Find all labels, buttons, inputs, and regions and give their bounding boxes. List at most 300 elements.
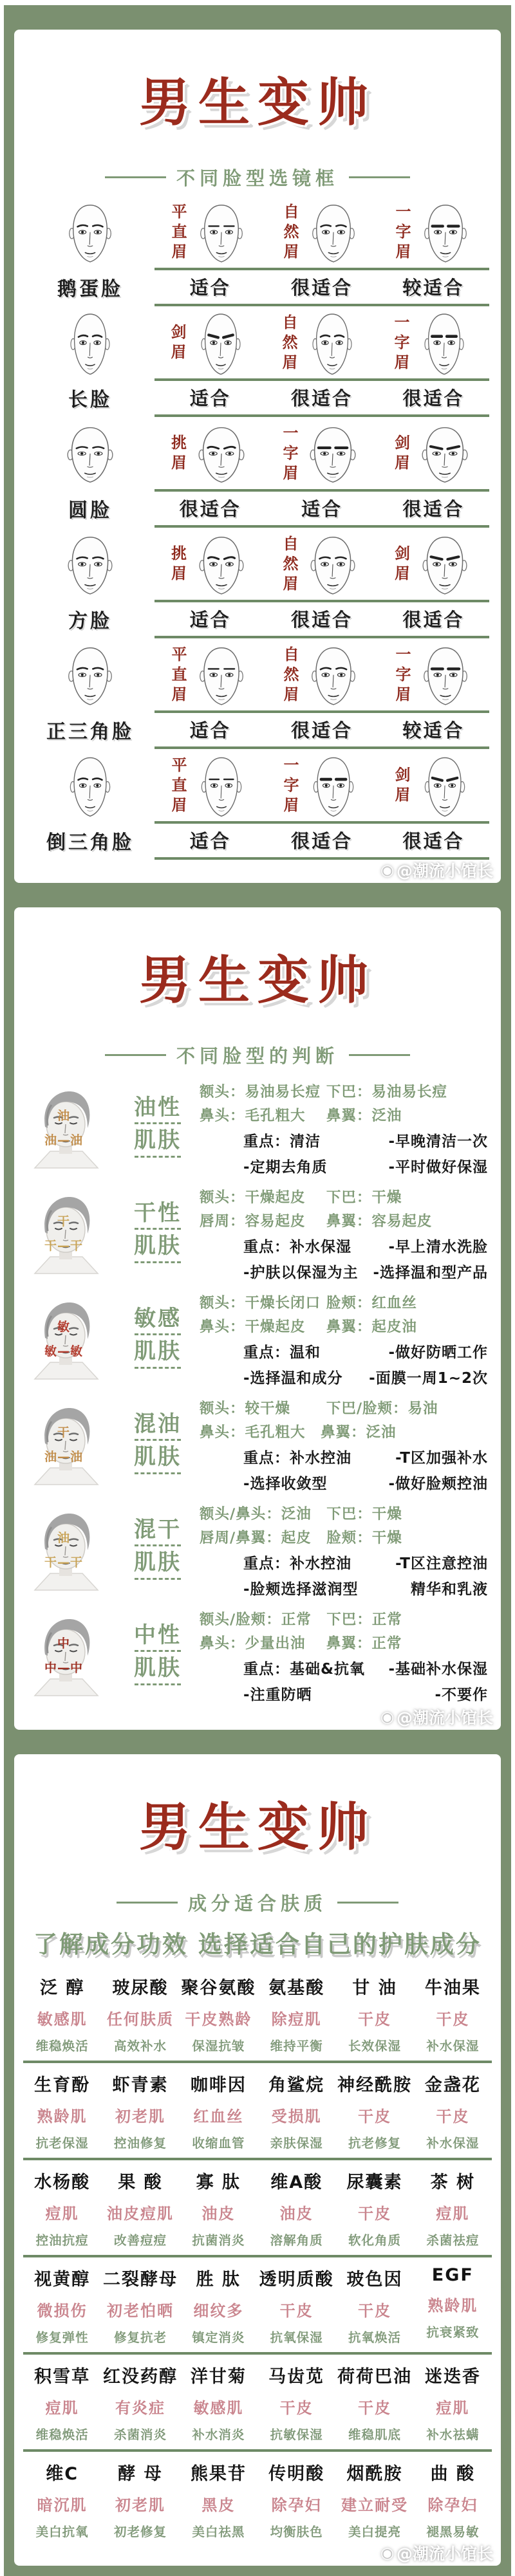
skin-focus: 重点：清洁 — [243, 1133, 321, 1151]
skin-focus: 重点：基础&抗氧 — [243, 1661, 366, 1678]
ingredient-name: 咖啡因 — [190, 2075, 247, 2095]
squiggle-underline — [135, 1578, 181, 1580]
face-illustration-natural — [61, 201, 120, 265]
ingredient-skin-type: 初老肌 — [115, 2107, 165, 2126]
skin-type-details — [196, 1077, 492, 1176]
skin-focus-line — [243, 1129, 492, 1151]
brow-type-label: 自然眉 — [281, 203, 299, 263]
ingredient-function: 抗菌消炎 — [192, 2232, 245, 2248]
panel2-title: 男生变帅 — [139, 950, 376, 1010]
ingredient-cell — [180, 2265, 258, 2346]
ingredient-cell — [335, 2265, 413, 2346]
brow-type-label: 平直眉 — [169, 203, 187, 263]
rating-band — [154, 600, 489, 638]
ingredient-function: 控油修复 — [113, 2135, 167, 2151]
skin-focus: 重点：补水保湿 — [243, 1239, 351, 1256]
skin-focus-line — [243, 1340, 492, 1362]
skin-type-details — [196, 1288, 492, 1387]
face-illustration-natural — [303, 533, 362, 597]
ingredient-function: 补水保湿 — [426, 2135, 480, 2151]
ingredient-skin-type: 敏感肌 — [193, 2398, 244, 2417]
ingredient-cell — [335, 1974, 413, 2054]
rating-label: 很适合 — [290, 830, 353, 853]
brow-type-label: 自然眉 — [280, 535, 298, 595]
ingredient-name: 荷荷巴油 — [337, 2366, 412, 2387]
ingredient-cell — [335, 2168, 413, 2248]
skin-point: -定期去角质 — [243, 1159, 328, 1176]
squiggle-underline — [135, 1367, 181, 1369]
ingredient-name: 曲 酸 — [430, 2463, 476, 2484]
face-illustration-sword — [191, 311, 250, 376]
skin-point: -平时做好保湿 — [388, 1159, 488, 1176]
skin-info-line: 额头/鼻头：泛油 下巴：干燥 — [200, 1506, 402, 1523]
ingredient-cell — [414, 2071, 492, 2151]
ingredient-name: 玻色因 — [346, 2269, 403, 2290]
squiggle-underline — [135, 1439, 181, 1441]
ingredient-row — [23, 2257, 492, 2355]
skin-type-label — [120, 1200, 196, 1266]
ingredient-cell — [335, 2071, 413, 2151]
ingredient-cell — [23, 2362, 101, 2443]
brow-type-label: 剑眉 — [391, 434, 410, 475]
rating-band — [154, 268, 489, 306]
skin-type-name-bottom: 肌肤 — [134, 1655, 182, 1682]
ingredient-function: 溶解角质 — [270, 2232, 323, 2248]
ingredient-name: 烟酰胺 — [346, 2463, 403, 2484]
ingredient-cell — [180, 1974, 258, 2054]
face-shape-label: 长脸 — [68, 389, 112, 412]
ingredient-skin-type: 油皮 — [279, 2204, 314, 2223]
ingredient-skin-type: 受损肌 — [271, 2107, 322, 2126]
face-illustration-straight — [416, 644, 475, 708]
ingredient-cell — [23, 2460, 101, 2540]
rating-band — [154, 710, 489, 749]
rating-label: 很适合 — [402, 498, 465, 521]
ingredient-cell — [258, 2071, 335, 2151]
skin-type-row — [23, 1605, 492, 1704]
brow-option — [267, 644, 379, 708]
ingredient-function: 抗氧焕活 — [348, 2330, 401, 2345]
ingredient-cell — [23, 2265, 101, 2346]
face-shape-sample — [26, 422, 154, 486]
skin-point: -选择温和成分 — [243, 1370, 343, 1387]
face-illustration-flat — [192, 644, 251, 708]
ingredient-row — [23, 1966, 492, 2063]
skin-point: 精华和乳液 — [411, 1581, 488, 1598]
skin-type-name-top: 中性 — [134, 1622, 182, 1648]
ingredient-cell — [101, 2265, 179, 2346]
skin-portrait-illustration — [23, 1295, 108, 1380]
face-area-tag-forehead: 敏 — [57, 1320, 70, 1335]
squiggle-underline — [135, 1261, 181, 1263]
rating-label: 适合 — [189, 387, 231, 410]
face-illustration-straight — [415, 311, 474, 376]
ingredient-function: 修复弹性 — [35, 2330, 89, 2345]
ingredient-name: 尿囊素 — [346, 2172, 403, 2192]
skin-type-row — [23, 1183, 492, 1282]
ingredient-cell — [414, 1974, 492, 2054]
ingredient-name: 迷迭香 — [424, 2366, 481, 2387]
face-area-tag-cheeks: 中—中 — [44, 1661, 83, 1676]
ingredient-function: 软化角质 — [348, 2232, 401, 2248]
brow-option — [154, 644, 267, 708]
ingredient-function: 保湿抗皱 — [192, 2038, 245, 2053]
skin-info-line: 鼻头：干燥起皮 鼻翼：起皮油 — [200, 1319, 417, 1336]
face-row — [23, 199, 492, 265]
face-shape-sample — [26, 311, 154, 376]
weibo-eye-icon: ◉ — [380, 1708, 394, 1727]
skin-points-line — [243, 1155, 492, 1176]
face-row — [23, 421, 492, 486]
ingredient-row — [23, 2160, 492, 2257]
ingredient-name: 果 酸 — [118, 2172, 163, 2192]
face-area-tag-cheeks: 敏—敏 — [44, 1344, 83, 1359]
face-row — [23, 532, 492, 597]
ingredient-cell — [258, 2362, 335, 2443]
ingredient-skin-type: 痘肌 — [436, 2398, 470, 2417]
skin-portrait-illustration — [23, 1190, 108, 1275]
ingredient-row — [23, 2452, 492, 2546]
ingredient-skin-type: 建立耐受 — [341, 2496, 408, 2514]
face-area-tag-forehead: 油 — [57, 1531, 70, 1546]
ingredient-skin-type: 黑皮 — [201, 2496, 236, 2514]
face-illustration-flat — [192, 754, 251, 819]
brow-type-label: 一字眉 — [393, 645, 411, 706]
ingredient-cell — [180, 2362, 258, 2443]
brow-type-label: 剑眉 — [392, 766, 410, 807]
ingredient-name: 透明质酸 — [259, 2269, 334, 2290]
ingredient-skin-type: 敏感肌 — [37, 2010, 88, 2028]
ingredient-function: 抗老保湿 — [35, 2135, 89, 2151]
skin-info-line: 额头：较干燥 下巴/脸颊：易油 — [200, 1400, 438, 1418]
brow-type-label: 平直眉 — [169, 645, 187, 706]
rating-row — [26, 378, 489, 417]
skin-point: -选择收敛型 — [243, 1476, 328, 1493]
skin-points-line — [243, 1261, 492, 1282]
ingredient-name: 洋甘菊 — [190, 2366, 247, 2387]
ingredient-cell — [23, 2071, 101, 2151]
ingredient-function: 补水保湿 — [426, 2038, 480, 2053]
squiggle-underline — [135, 1122, 181, 1124]
brow-option — [378, 422, 489, 486]
ingredient-function: 抗氧保湿 — [270, 2330, 323, 2345]
ingredient-function: 维稳焕活 — [35, 2038, 89, 2053]
ingredient-skin-type: 除孕妇 — [271, 2496, 322, 2514]
skin-points-line — [243, 1472, 492, 1493]
skin-point: -护肤以保湿为主 — [243, 1265, 359, 1282]
skin-type-details — [196, 1499, 492, 1598]
skin-type-name-bottom: 肌肤 — [134, 1127, 182, 1154]
subtitle-dash-left — [105, 176, 166, 178]
ingredient-skin-type: 干皮 — [436, 2107, 470, 2126]
panel1-subtitle: 不同脸型选镜框 — [176, 167, 339, 190]
skin-info-line: 额头：易油易长痘 下巴：易油易长痘 — [200, 1084, 447, 1101]
rating-label: 很适合 — [290, 609, 353, 631]
rating-label: 适合 — [189, 277, 231, 299]
face-illustration-sword — [415, 422, 474, 486]
brow-option — [379, 644, 491, 708]
skin-type-details — [196, 1605, 492, 1704]
face-area-tag-cheeks: 油—油 — [44, 1133, 83, 1148]
skin-point: -脸颊选择滋润型 — [243, 1581, 359, 1598]
rating-label: 很适合 — [402, 609, 465, 631]
squiggle-underline — [135, 1650, 181, 1652]
brow-option — [154, 422, 266, 486]
watermark-text: @潮流小馆长 — [396, 862, 493, 881]
skin-type-name-top: 干性 — [134, 1200, 182, 1226]
face-row — [23, 310, 492, 376]
brow-type-label: 自然眉 — [281, 645, 299, 706]
squiggle-underline — [135, 1683, 181, 1685]
ingredient-function: 改善痘痘 — [113, 2232, 167, 2248]
ingredient-function: 维持平衡 — [270, 2038, 323, 2053]
face-area-tag-forehead: 干 — [57, 1425, 70, 1440]
brow-type-label: 平直眉 — [169, 756, 187, 817]
watermark — [380, 858, 493, 882]
skin-focus: 重点：补水控油 — [243, 1555, 351, 1573]
ingredient-name: 视黄醇 — [34, 2269, 91, 2290]
subtitle-dash-right — [337, 1902, 398, 1904]
rating-label: 适合 — [301, 498, 342, 521]
ingredient-skin-type: 微损伤 — [37, 2301, 88, 2320]
panel-glasses-frames — [14, 30, 501, 883]
ingredient-cell — [101, 2460, 179, 2540]
ingredient-cell — [23, 1974, 101, 2054]
ingredient-cell — [335, 2362, 413, 2443]
face-illustration-natural — [304, 644, 363, 708]
skin-portrait-illustration — [23, 1506, 108, 1591]
panel3-title: 男生变帅 — [139, 1797, 376, 1857]
skin-point: -选择温和型产品 — [373, 1265, 488, 1282]
brow-option — [266, 533, 378, 597]
rating-label: 很适合 — [290, 719, 353, 742]
rating-label: 较适合 — [402, 719, 465, 742]
ingredient-cell — [180, 2168, 258, 2248]
ingredient-name: 酵 母 — [118, 2463, 163, 2484]
skin-portrait-illustration — [23, 1084, 108, 1169]
panel3-subtitle-row — [23, 1889, 492, 1916]
brow-type-label: 一字眉 — [281, 756, 299, 817]
face-illustration-natural — [304, 201, 363, 265]
ingredient-name: 维C — [46, 2463, 79, 2484]
skin-points-line — [243, 1366, 492, 1387]
skin-info-line: 鼻头：毛孔粗大 鼻翼：泛油 — [200, 1424, 397, 1441]
ingredient-cell — [101, 2168, 179, 2248]
face-area-tag-forehead: 油 — [57, 1109, 70, 1124]
brow-option — [379, 201, 491, 265]
face-illustration-natural — [303, 311, 362, 376]
brow-option — [267, 754, 379, 819]
ingredient-skin-type: 任何肤质 — [106, 2010, 174, 2028]
ingredient-cell — [180, 2460, 258, 2540]
squiggle-underline — [135, 1472, 181, 1474]
skin-type-row — [23, 1077, 492, 1176]
skin-info-line: 唇周：容易起皮 鼻翼：容易起皮 — [200, 1213, 433, 1230]
skin-info-line: 额头/脸颊：正常 下巴：正常 — [200, 1611, 402, 1629]
skin-points-line — [243, 1577, 492, 1598]
skin-type-name-top: 混干 — [134, 1516, 182, 1543]
ingredient-name: 泛 醇 — [39, 1978, 85, 1998]
rating-label: 很适合 — [290, 277, 353, 299]
skin-type-label — [120, 1094, 196, 1160]
ingredient-function: 褪黑易敏 — [426, 2524, 480, 2539]
ingredient-name: 神经酰胺 — [337, 2075, 412, 2095]
skin-type-row — [23, 1499, 492, 1598]
brow-type-label: 一字眉 — [393, 203, 411, 263]
skin-focus-note: -T区注意控油 — [395, 1555, 488, 1573]
face-area-tag-forehead: 中 — [57, 1636, 70, 1651]
ingredient-cell — [101, 2362, 179, 2443]
watermark — [380, 2541, 493, 2564]
ingredient-skin-type: 干皮 — [279, 2301, 314, 2320]
ingredient-skin-type: 红血丝 — [193, 2107, 244, 2126]
ingredient-name: 寡 肽 — [196, 2172, 241, 2192]
subtitle-dash-left — [105, 1054, 166, 1056]
ingredient-cell — [23, 2168, 101, 2248]
face-shape-rows — [23, 199, 492, 860]
ingredient-skin-type: 痘肌 — [45, 2204, 79, 2223]
rating-band — [154, 821, 489, 860]
skin-info-line: 鼻头：毛孔粗大 鼻翼：泛油 — [200, 1107, 402, 1125]
ingredient-name: 甘 油 — [352, 1978, 397, 1998]
skin-type-name-top: 油性 — [134, 1094, 182, 1120]
skin-info-line: 额头：干燥长闭口 脸颊：红血丝 — [200, 1295, 417, 1312]
ingredient-function: 补水消炎 — [192, 2427, 245, 2442]
ingredient-cell — [414, 2168, 492, 2248]
face-shape-sample — [26, 533, 154, 597]
poster-background — [4, 5, 511, 2576]
ingredient-skin-type: 干皮 — [357, 2010, 391, 2028]
squiggle-underline — [135, 1544, 181, 1546]
ingredient-skin-type: 油皮痘肌 — [106, 2204, 174, 2223]
ingredient-name: 维A酸 — [270, 2172, 323, 2192]
ingredient-name: EGF — [431, 2265, 474, 2285]
ingredient-row — [23, 2355, 492, 2452]
ingredient-cell — [414, 2265, 492, 2346]
ingredient-name: 红没药醇 — [102, 2366, 178, 2387]
ingredient-row — [23, 2063, 492, 2160]
brow-type-label: 一字眉 — [391, 313, 409, 374]
ingredient-skin-type: 暗沉肌 — [37, 2496, 88, 2514]
panel2-subtitle: 不同脸型的判断 — [176, 1045, 339, 1068]
ingredient-skin-type: 初老怕晒 — [106, 2301, 174, 2320]
ingredient-name: 熊果苷 — [190, 2463, 247, 2484]
skin-type-label — [120, 1305, 196, 1371]
ingredient-skin-type: 干皮 — [436, 2010, 470, 2028]
face-row — [23, 642, 492, 708]
ingredient-name: 牛油果 — [424, 1978, 481, 1998]
face-area-tag-cheeks: 干—干 — [44, 1555, 83, 1570]
ingredient-cell — [258, 1974, 335, 2054]
face-illustration-straight — [303, 422, 362, 486]
ingredient-skin-type: 干皮 — [357, 2301, 391, 2320]
face-illustration-natural — [61, 644, 120, 708]
face-illustration-flat — [192, 201, 251, 265]
face-row — [23, 753, 492, 819]
skin-portrait — [23, 1295, 108, 1380]
ingredient-skin-type: 有炎症 — [115, 2398, 165, 2417]
ingredient-function: 高效补水 — [113, 2038, 167, 2053]
ingredient-cell — [414, 2362, 492, 2443]
weibo-eye-icon: ◉ — [380, 861, 394, 880]
ingredient-function: 初老修复 — [113, 2524, 167, 2539]
skin-type-label — [120, 1516, 196, 1582]
ingredient-cell — [335, 2460, 413, 2540]
face-shape-label: 倒三角脸 — [46, 831, 134, 855]
skin-portrait — [23, 1612, 108, 1697]
brow-type-label: 剑眉 — [391, 545, 410, 586]
squiggle-underline — [135, 1156, 181, 1158]
skin-type-label — [120, 1622, 196, 1688]
face-illustration-natural — [61, 754, 120, 819]
ingredient-function: 抗敏保湿 — [270, 2427, 323, 2442]
face-shape-sample — [26, 644, 154, 708]
skin-type-name-top: 混油 — [134, 1411, 182, 1437]
brow-option — [154, 533, 266, 597]
ingredient-skin-type: 熟龄肌 — [37, 2107, 88, 2126]
ingredient-function: 美白抗氧 — [35, 2524, 89, 2539]
brow-type-label: 挑眉 — [168, 434, 187, 475]
skin-focus-note: -早晚清洁一次 — [388, 1133, 488, 1151]
face-illustration-natural — [61, 422, 120, 486]
skin-type-label — [120, 1411, 196, 1477]
ingredient-skin-type: 细纹多 — [193, 2301, 244, 2320]
brow-option — [265, 311, 377, 376]
ingredient-function: 镇定消炎 — [192, 2330, 245, 2345]
skin-type-name-bottom: 肌肤 — [134, 1444, 182, 1470]
rating-row — [26, 489, 489, 528]
skin-type-details — [196, 1394, 492, 1493]
ingredient-skin-type: 除痘肌 — [271, 2010, 322, 2028]
ingredient-name: 聚谷氨酸 — [181, 1978, 256, 1998]
brow-option — [267, 201, 379, 265]
rating-label: 适合 — [189, 609, 231, 631]
skin-focus: 重点：补水控油 — [243, 1450, 351, 1467]
ingredient-cell — [414, 2460, 492, 2540]
rating-band — [154, 489, 489, 528]
panel-ingredients — [14, 1754, 501, 2565]
brow-type-label: 自然眉 — [279, 313, 297, 374]
skin-point: -面膜一周1~2次 — [369, 1370, 488, 1387]
ingredient-name: 水杨酸 — [34, 2172, 91, 2192]
face-shape-label: 鹅蛋脸 — [57, 278, 123, 301]
skin-focus-note: -基础补水保湿 — [388, 1661, 488, 1678]
ingredient-grid — [23, 1966, 492, 2546]
ingredient-cell — [258, 2460, 335, 2540]
ingredient-name: 氨基酸 — [268, 1978, 325, 1998]
skin-focus-line — [243, 1235, 492, 1256]
ingredient-cell — [258, 2168, 335, 2248]
ingredient-skin-type: 痘肌 — [436, 2204, 470, 2223]
rating-row — [26, 268, 489, 306]
ingredient-function: 维稳肌底 — [348, 2427, 401, 2442]
skin-portrait — [23, 1084, 108, 1169]
rating-label: 适合 — [189, 830, 231, 853]
face-shape-sample — [26, 201, 154, 265]
ingredient-function: 补水祛螨 — [426, 2427, 480, 2442]
skin-focus-line — [243, 1446, 492, 1467]
rating-label: 很适合 — [402, 387, 465, 410]
rating-label: 较适合 — [402, 277, 465, 299]
skin-info-line: 额头：干燥起皮 下巴：干燥 — [200, 1189, 402, 1207]
skin-point: -不要作 — [435, 1687, 488, 1704]
ingredient-function: 均衡肤色 — [270, 2524, 323, 2539]
skin-type-name-bottom: 肌肤 — [134, 1233, 182, 1259]
subtitle-dash-right — [349, 1054, 410, 1056]
skin-type-details — [196, 1183, 492, 1282]
ingredient-function: 控油抗痘 — [35, 2232, 89, 2248]
ingredients-banner: 了解成分功效 选择适合自己的护肤成分 — [33, 1930, 482, 1958]
